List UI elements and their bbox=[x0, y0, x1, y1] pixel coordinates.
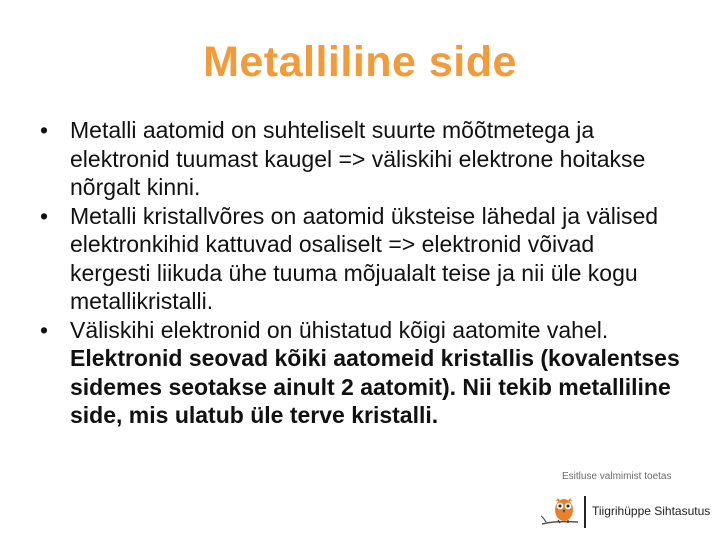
bullet-marker: • bbox=[40, 202, 49, 229]
sponsor-logo bbox=[540, 492, 710, 534]
logo-divider bbox=[584, 496, 586, 528]
owl-icon bbox=[540, 492, 580, 530]
bullet-bold-text: Elektronid seovad kõiki aatomeid kristallis (kovalentses sidemes seotakse ainult 2 aatomit). Nii tekib metalliline side, mis ulatub üle terve kristalli. bbox=[70, 345, 680, 428]
support-text: Esitluse valmimist toetas bbox=[562, 471, 672, 482]
bullet-text: Väliskihi elektronid on ühistatud kõigi aatomite vahel. bbox=[70, 316, 609, 343]
logo-text: Tiigrihüppe Sihtasutus bbox=[592, 504, 711, 518]
bullet-text: Metalli aatomid on suhteliselt suurte mõõtmetega ja elektronid tuumast kaugel => väliskihi elektrone hoitakse nõrgalt kinni. bbox=[70, 117, 646, 200]
slide-title: Metalliline side bbox=[203, 38, 517, 86]
bullet-item bbox=[40, 116, 680, 202]
bullet-text: Metalli kristallvõres on aatomid üksteise lähedal ja välised elektronkihid kattuvad osaliselt => elektronid võivad kergesti liikuda ühe tuuma mõjualalt teise ja nii üle kogu metallikristalli. bbox=[70, 202, 659, 314]
bullet-marker: • bbox=[40, 117, 49, 143]
bullet-list bbox=[40, 116, 680, 430]
bullet-item bbox=[40, 202, 680, 316]
bullet-item bbox=[40, 316, 680, 430]
bullet-marker: • bbox=[40, 316, 49, 343]
